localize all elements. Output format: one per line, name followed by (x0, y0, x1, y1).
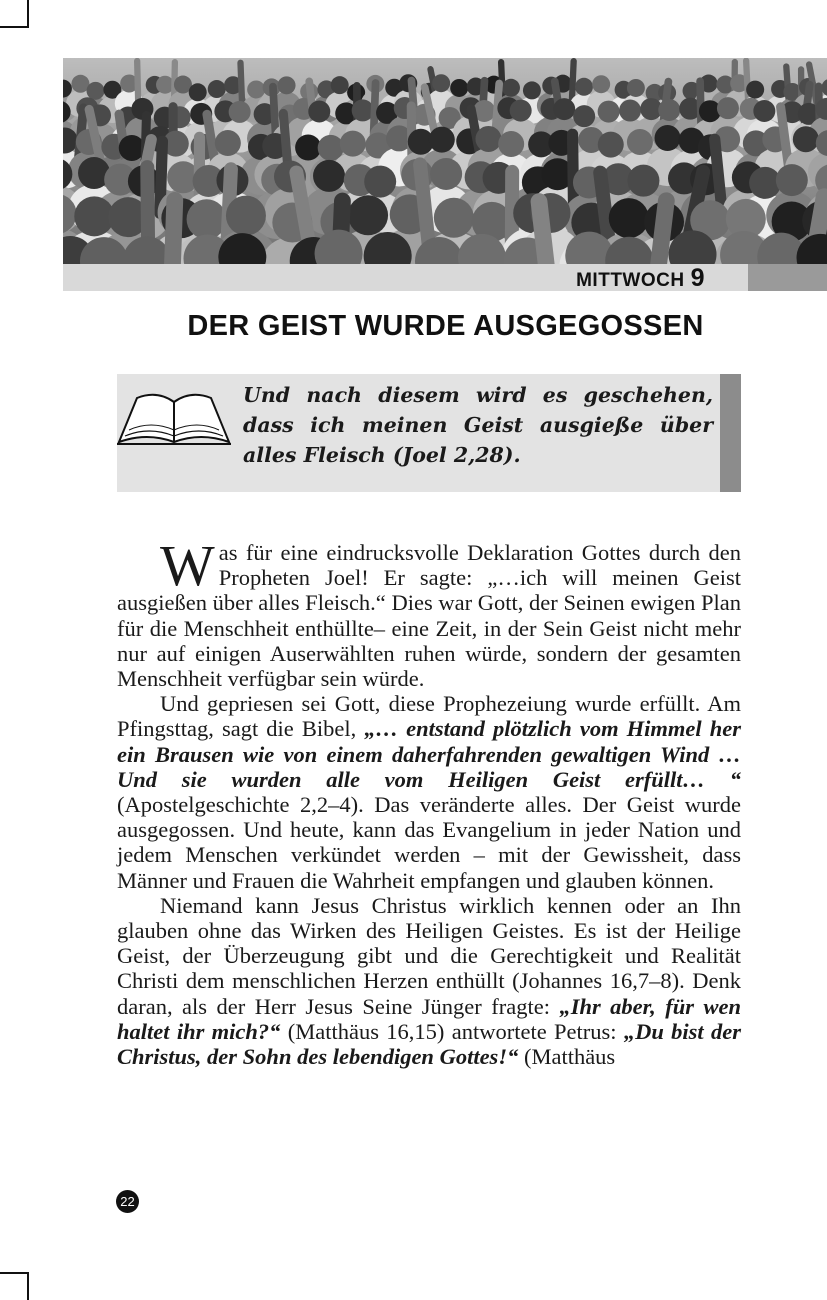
scripture-quote: „Ihr aber, für wen haltet ihr mich?“ (117, 993, 741, 1044)
paragraph-3-text-b: (Matthäus 16,15) antwortete Petrus: (280, 1018, 624, 1044)
crop-mark-top-horizontal (0, 26, 28, 28)
devotional-body (117, 533, 741, 1070)
paragraph-1 (117, 533, 741, 692)
paragraph-2-text-a: Und gepriesen sei Gott, diese Prophezeiung wurde erfüllt. Am Pfingsttag, sagt die Bibel, (117, 691, 741, 742)
worship-crowd-photo (63, 58, 827, 266)
scripture-quote: „Du bist der Christus, der Sohn des lebendigen Gottes!“ (117, 1018, 741, 1070)
key-verse: Und nach diesem wird es geschehen, dass ich meinen Geist ausgieße über alles Fleisch (Joel 2,28). (243, 383, 713, 467)
paragraph-3-text-a: Niemand kann Jesus Christus wirklich kennen oder an Ihn glauben ohne das Wirken des Heiligen Geistes. Es ist der Heilige Geist, der Überzeugung gibt und die Gerechtigkeit und Realität Christi dem menschlichen Herzen enthüllt (Johannes 16,7–8). Denk daran, als der Herr Jesus Seine Jünger fragte: (117, 892, 741, 1019)
crop-mark-bottom-horizontal (0, 1272, 28, 1274)
page-number: 22 (116, 1190, 139, 1213)
devotional-title: DER GEIST WURDE AUSGEGOSSEN (187, 310, 704, 342)
paragraph-3-text-c: (Matthäus (518, 1044, 616, 1070)
crop-mark-bottom-vertical (27, 1272, 29, 1300)
date-band-accent (748, 264, 827, 291)
weekday-label: MITTWOCH (576, 270, 685, 291)
open-book-icon (115, 388, 233, 450)
scripture-quote: „… entstand plötzlich vom Himmel her ein Brausen wie von einem daherfahrenden gewaltigen Wind …Und sie wurden alle vom Heiligen Geist erfüllt… “ (117, 716, 741, 792)
verse-box-bar (720, 374, 741, 492)
paragraph-2-text-b: (Apostelgeschichte 2,2–4). Das veränderte alles. Der Geist wurde ausgegossen. Und heute, kann das Evangelium in jeder Nation und jedem Menschen verkündet werden – mit der Gewissheit, dass Männer und Frauen die Wahrheit empfangen und glauben können. (117, 792, 741, 893)
day-number: 9 (690, 264, 705, 292)
drop-cap: W (160, 533, 215, 598)
paragraph-3 (117, 893, 741, 1069)
paragraph-1-text: as für eine eindrucksvolle Deklaration Gottes durch den Propheten Joel! Er sagte: „…ich will meinen Geist ausgießen über alles Fleisch.“ Dies war Gott, der Seinen ewigen Plan für die Menschheit enthüllte– eine Zeit, in der Sein Geist nicht mehr nur auf einigen Auserwählten ruhen würde, sondern der gesamten Menschheit verfügbar sein würde. (117, 540, 741, 692)
date-label (576, 266, 705, 291)
crop-mark-top-vertical (27, 0, 29, 28)
paragraph-2 (117, 691, 741, 893)
